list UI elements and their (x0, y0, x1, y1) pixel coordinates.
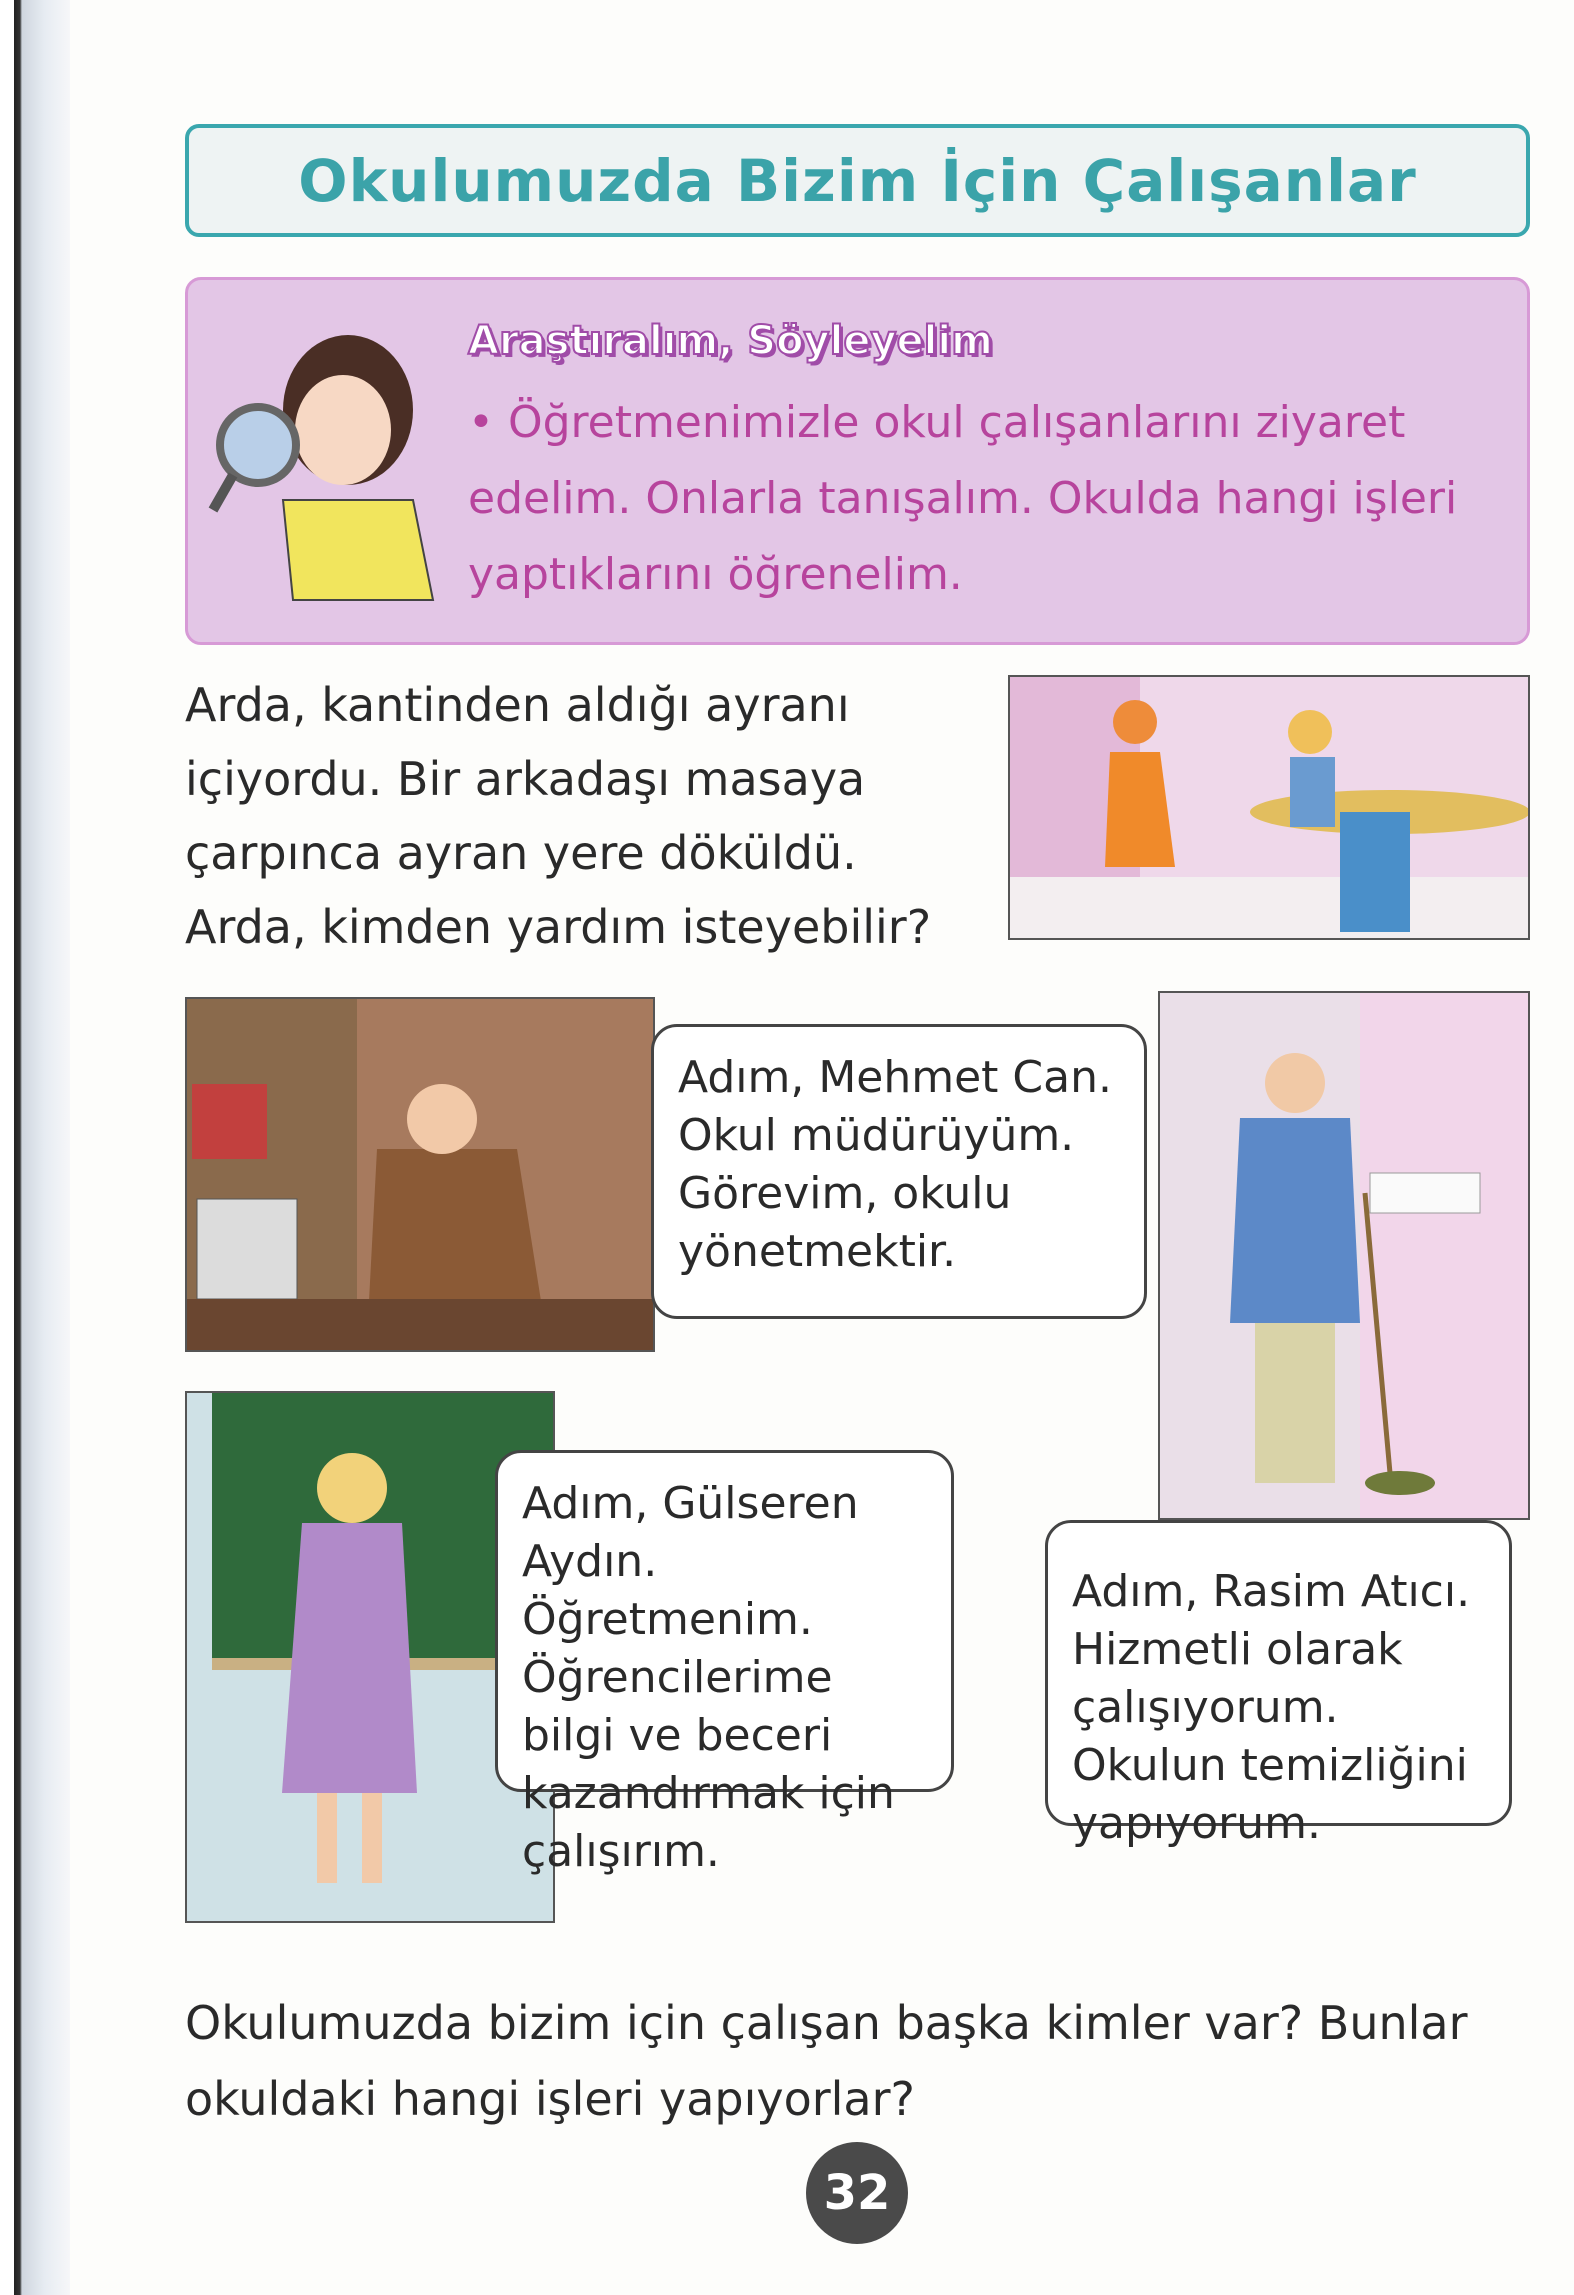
janitor-speech-bubble (1045, 1520, 1512, 1849)
story-paragraph: Arda, kantinden aldığı ayranı içiyordu. Bir arkadaşı masaya çarpınca ayran yere döküldü. Arda, kimden yardım isteyebilir? (185, 678, 932, 954)
activity-heading: Araştıralım, Söyleyelim (468, 318, 993, 364)
activity-text: • Öğretmenimizle okul çalışanlarını ziyaret edelim. Onlarla tanışalım. Okulda hangi işleri yaptıklarını öğrenelim. (468, 397, 1458, 600)
page-title: Okulumuzda Bizim İçin Çalışanlar (298, 146, 1417, 215)
janitor-speech-text: Adım, Rasim Atıcı. Hizmetli olarak çalışıyorum. Okulun temizliğini yapıyorum. (1072, 1566, 1471, 1849)
book-binding-edge (0, 0, 70, 2295)
teacher-speech-bubble (495, 1450, 954, 1877)
page-number-badge (806, 2142, 908, 2244)
teacher-speech-text: Adım, Gülseren Aydın. Öğretmenim. Öğrencilerime bilgi ve beceri kazandırmak için çalışırım. (522, 1478, 895, 1877)
principal-speech-bubble (651, 1024, 1147, 1319)
title-banner (185, 124, 1530, 237)
cafeteria-illustration (1008, 675, 1530, 940)
principal-office-illustration (185, 997, 655, 1352)
closing-question: Okulumuzda bizim için çalışan başka kimler var? Bunlar okuldaki hangi işleri yapıyorlar? (185, 1996, 1468, 2126)
page-number: 32 (823, 2165, 891, 2221)
janitor-illustration (1158, 991, 1530, 1520)
boy-with-magnifier-illustration (198, 310, 478, 640)
activity-box (185, 277, 1530, 645)
principal-speech-text: Adım, Mehmet Can. Okul müdürüyüm. Görevim, okulu yönetmektir. (678, 1052, 1112, 1277)
